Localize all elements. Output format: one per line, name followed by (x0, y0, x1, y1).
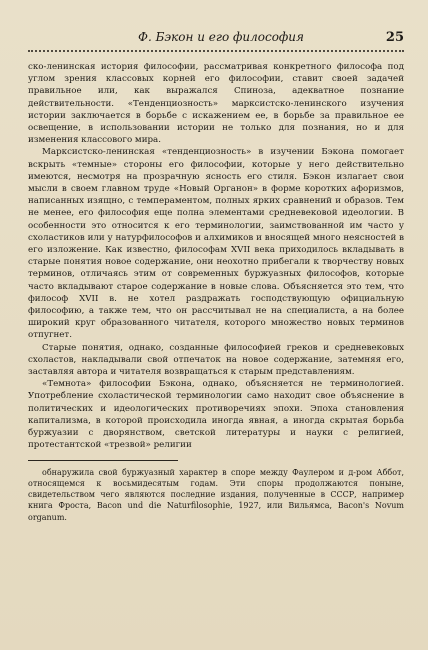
paragraph-4: «Темнота» философии Бэкона, однако, объясняется не терминологией. Употребление схоластической терминологии само находит свое объяснение в политических и идеологических противоречиях эпохи. Эпоха становления капитализма, в которой происходила иногда явная, а иногда скрытая борьба буржуазии с дворянством, светской литературы и науки с религией, протестантской «трезвой» религии (28, 379, 404, 451)
running-header (28, 30, 404, 45)
footnote: обнаружила свой буржуазный характер в споре между Фаулером и д-ром Аббот, относящемся к восьмидесятым годам. Эти споры продолжаются поныне, свидетельством чего являются последние издания, полученные в СССР, например книга Фроста, Bacon und die Naturfilosophie, 1927, или Вильямса, Bacon's Novum organum. (28, 467, 404, 522)
paragraph-3: Старые понятия, однако, созданные философией греков и средневековых схоластов, накладывали свой отпечаток на новое содержание, затемняя его, заставляя автора и читателя возвращаться к старым представлениям. (28, 342, 404, 378)
footnote-divider (28, 460, 178, 461)
header-divider (28, 50, 404, 52)
running-title: Ф. Бэкон и его философия (138, 30, 304, 44)
page-number: 25 (385, 30, 404, 45)
paragraph-1: ско-ленинская история философии, рассматривая конкретного философа под углом зрения классовых корней его философии, ставит своей задачей правильное или, как выражался Спиноза, адекватное познание действительности. «Тенденциозность» марксистско-ленинского изучения истории заключается в борьбе с искажением ее, в борьбе за правильное ее освещение, в использовании истории не только для познания, но и для изменения классового мира. (28, 62, 404, 146)
paragraph-2: Марксистско-ленинская «тенденциозность» в изучении Бэкона помогает вскрыть «темные» стороны его философии, которые у него действительно имеются, несмотря на прозрачную ясность его стиля. Бэкон излагает свои мысли в своем главном труде «Новый Органон» в форме коротких афоризмов, написанных изящно, с темпераментом, полных ярких сравнений и образов. Тем не менее, его философия еще полна элементами средневековой идеологии. В особенности это относится к его терминологии, заимствованной им часто у схоластиков или у натурфилософов и алхимиков и вносящей много неясностей в его изложение. Как известно, философам XVII века приходилось вкладывать в старые понятия новое содержание, они неохотно прибегали к творчеству новых терминов, отличаясь этим от современных буржуазных философов, которые часто вкладывают старое содержание в новые слова. Объясняется это тем, что философ XVII в. не хотел раздражать господствующую официальную философию, а также тем, что он рассчитывал не на специалиста, а на более широкий круг образованного читателя, которого множество новых терминов отпугнет. (28, 147, 404, 341)
